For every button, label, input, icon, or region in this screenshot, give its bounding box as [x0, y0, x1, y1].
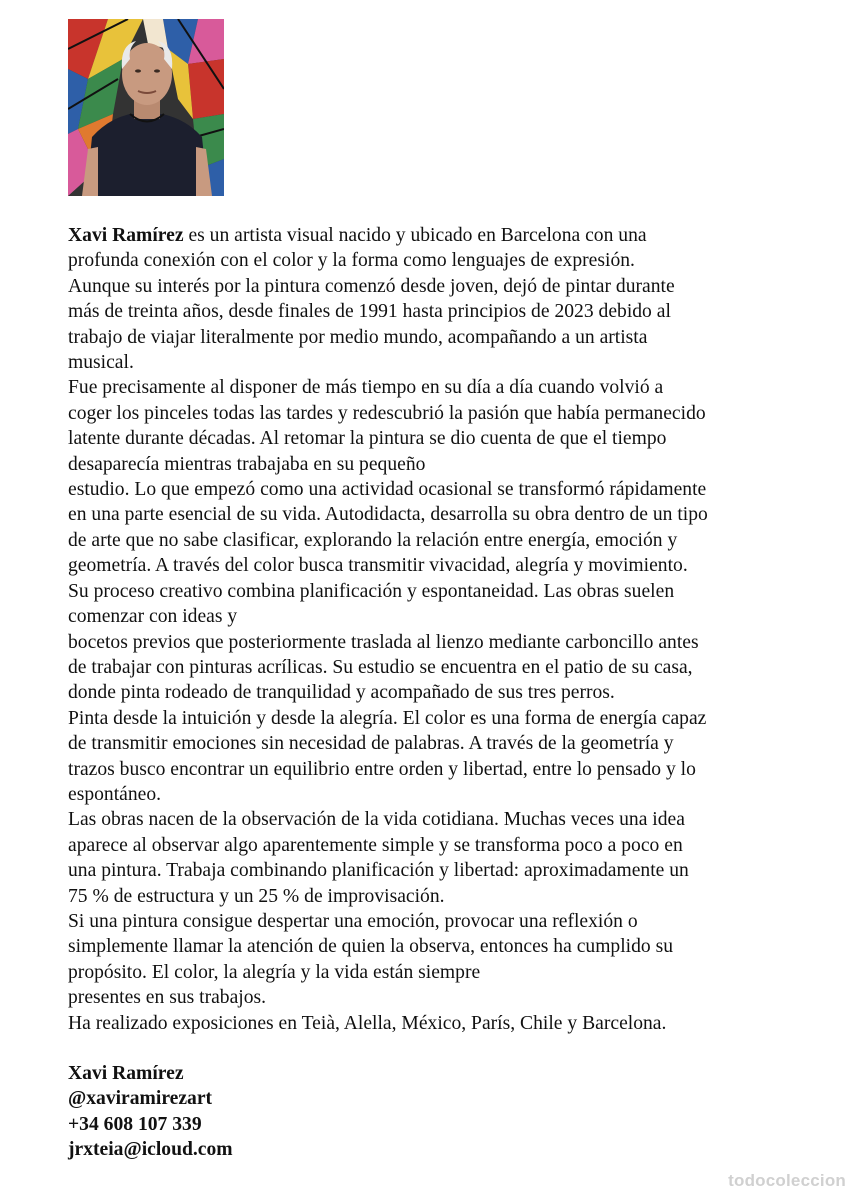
bio-line: Las obras nacen de la observación de la vida cotidiana. Muchas veces una idea: [68, 809, 685, 831]
bio-line: comenzar con ideas y: [68, 606, 238, 628]
bio-line: bocetos previos que posteriormente traslada al lienzo mediante carboncillo antes: [68, 631, 699, 653]
bio-line: donde pinta rodeado de tranquilidad y acompañado de sus tres perros.: [68, 682, 615, 704]
eye: [135, 69, 141, 72]
portrait-icon: [68, 19, 224, 196]
bio-line: propósito. El color, la alegría y la vida están siempre: [68, 961, 481, 983]
bio-line: 75 % de estructura y un 25 % de improvisación.: [68, 885, 445, 907]
artist-name-bold: Xavi Ramírez: [68, 225, 184, 246]
bio-line: Su proceso creativo combina planificación y espontaneidad. Las obras suelen: [68, 580, 675, 602]
bio-line: musical.: [68, 352, 134, 374]
contact-block: [68, 1061, 233, 1163]
watermark-logo: todocoleccion: [728, 1171, 846, 1190]
bio-line: coger los pinceles todas las tardes y redescubrió la pasión que había permanecido: [68, 402, 706, 424]
artist-portrait-photo: [68, 19, 224, 196]
bio-line-intro: [68, 223, 803, 248]
bio-line: Pinta desde la intuición y desde la alegría. El color es una forma de energía capaz: [68, 707, 707, 729]
bio-line: Si una pintura consigue despertar una emoción, provocar una reflexión o: [68, 910, 638, 932]
bio-line: desaparecía mientras trabajaba en su pequeño: [68, 453, 426, 475]
contact-email: jrxteia@icloud.com: [68, 1139, 233, 1161]
bio-line: trazos busco encontrar un equilibrio entre orden y libertad, entre lo pensado y lo: [68, 758, 696, 780]
bio-line: Ha realizado exposiciones en Teià, Alella, México, París, Chile y Barcelona.: [68, 1012, 667, 1034]
bio-line: Fue precisamente al disponer de más tiempo en su día a día cuando volvió a: [68, 377, 664, 399]
bio-line: de arte que no sabe clasificar, explorando la relación entre energía, emoción y: [68, 529, 678, 551]
bio-line: una pintura. Trabaja combinando planificación y libertad: aproximadamente un: [68, 860, 689, 882]
bio-line: trabajo de viajar literalmente por medio mundo, acompañando a un artista: [68, 326, 648, 348]
bio-line: en una parte esencial de su vida. Autodidacta, desarrolla su obra dentro de un tipo: [68, 504, 708, 526]
bio-line: profunda conexión con el color y la forma como lenguajes de expresión.: [68, 250, 635, 272]
contact-instagram: @xaviramirezart: [68, 1088, 213, 1110]
bio-line: de trabajar con pinturas acrílicas. Su estudio se encuentra en el patio de su casa,: [68, 656, 693, 678]
bio-line: latente durante décadas. Al retomar la pintura se dio cuenta de que el tiempo: [68, 428, 667, 450]
biography-text: [68, 223, 803, 1036]
contact-name: Xavi Ramírez: [68, 1063, 184, 1084]
bio-line: presentes en sus trabajos.: [68, 987, 267, 1009]
contact-phone: +34 608 107 339: [68, 1113, 202, 1135]
bio-line: geometría. A través del color busca transmitir vivacidad, alegría y movimiento.: [68, 555, 688, 577]
bio-line: más de treinta años, desde finales de 1991 hasta principios de 2023 debido al: [68, 301, 671, 323]
painting-shape: [188, 59, 224, 119]
bio-line: aparece al observar algo aparentemente simple y se transforma poco a poco en: [68, 834, 683, 856]
bio-line: Aunque su interés por la pintura comenzó desde joven, dejó de pintar durante: [68, 275, 675, 297]
bio-line: de transmitir emociones sin necesidad de palabras. A través de la geometría y: [68, 733, 674, 755]
bio-line: espontáneo.: [68, 783, 162, 805]
bio-line: estudio. Lo que empezó como una actividad ocasional se transformó rápidamente: [68, 479, 707, 501]
bio-line-text: es un artista visual nacido y ubicado en Barcelona con una: [183, 225, 647, 246]
eye: [154, 69, 160, 72]
bio-line: simplemente llamar la atención de quien la observa, entonces ha cumplido su: [68, 936, 674, 958]
shirt: [86, 114, 208, 196]
